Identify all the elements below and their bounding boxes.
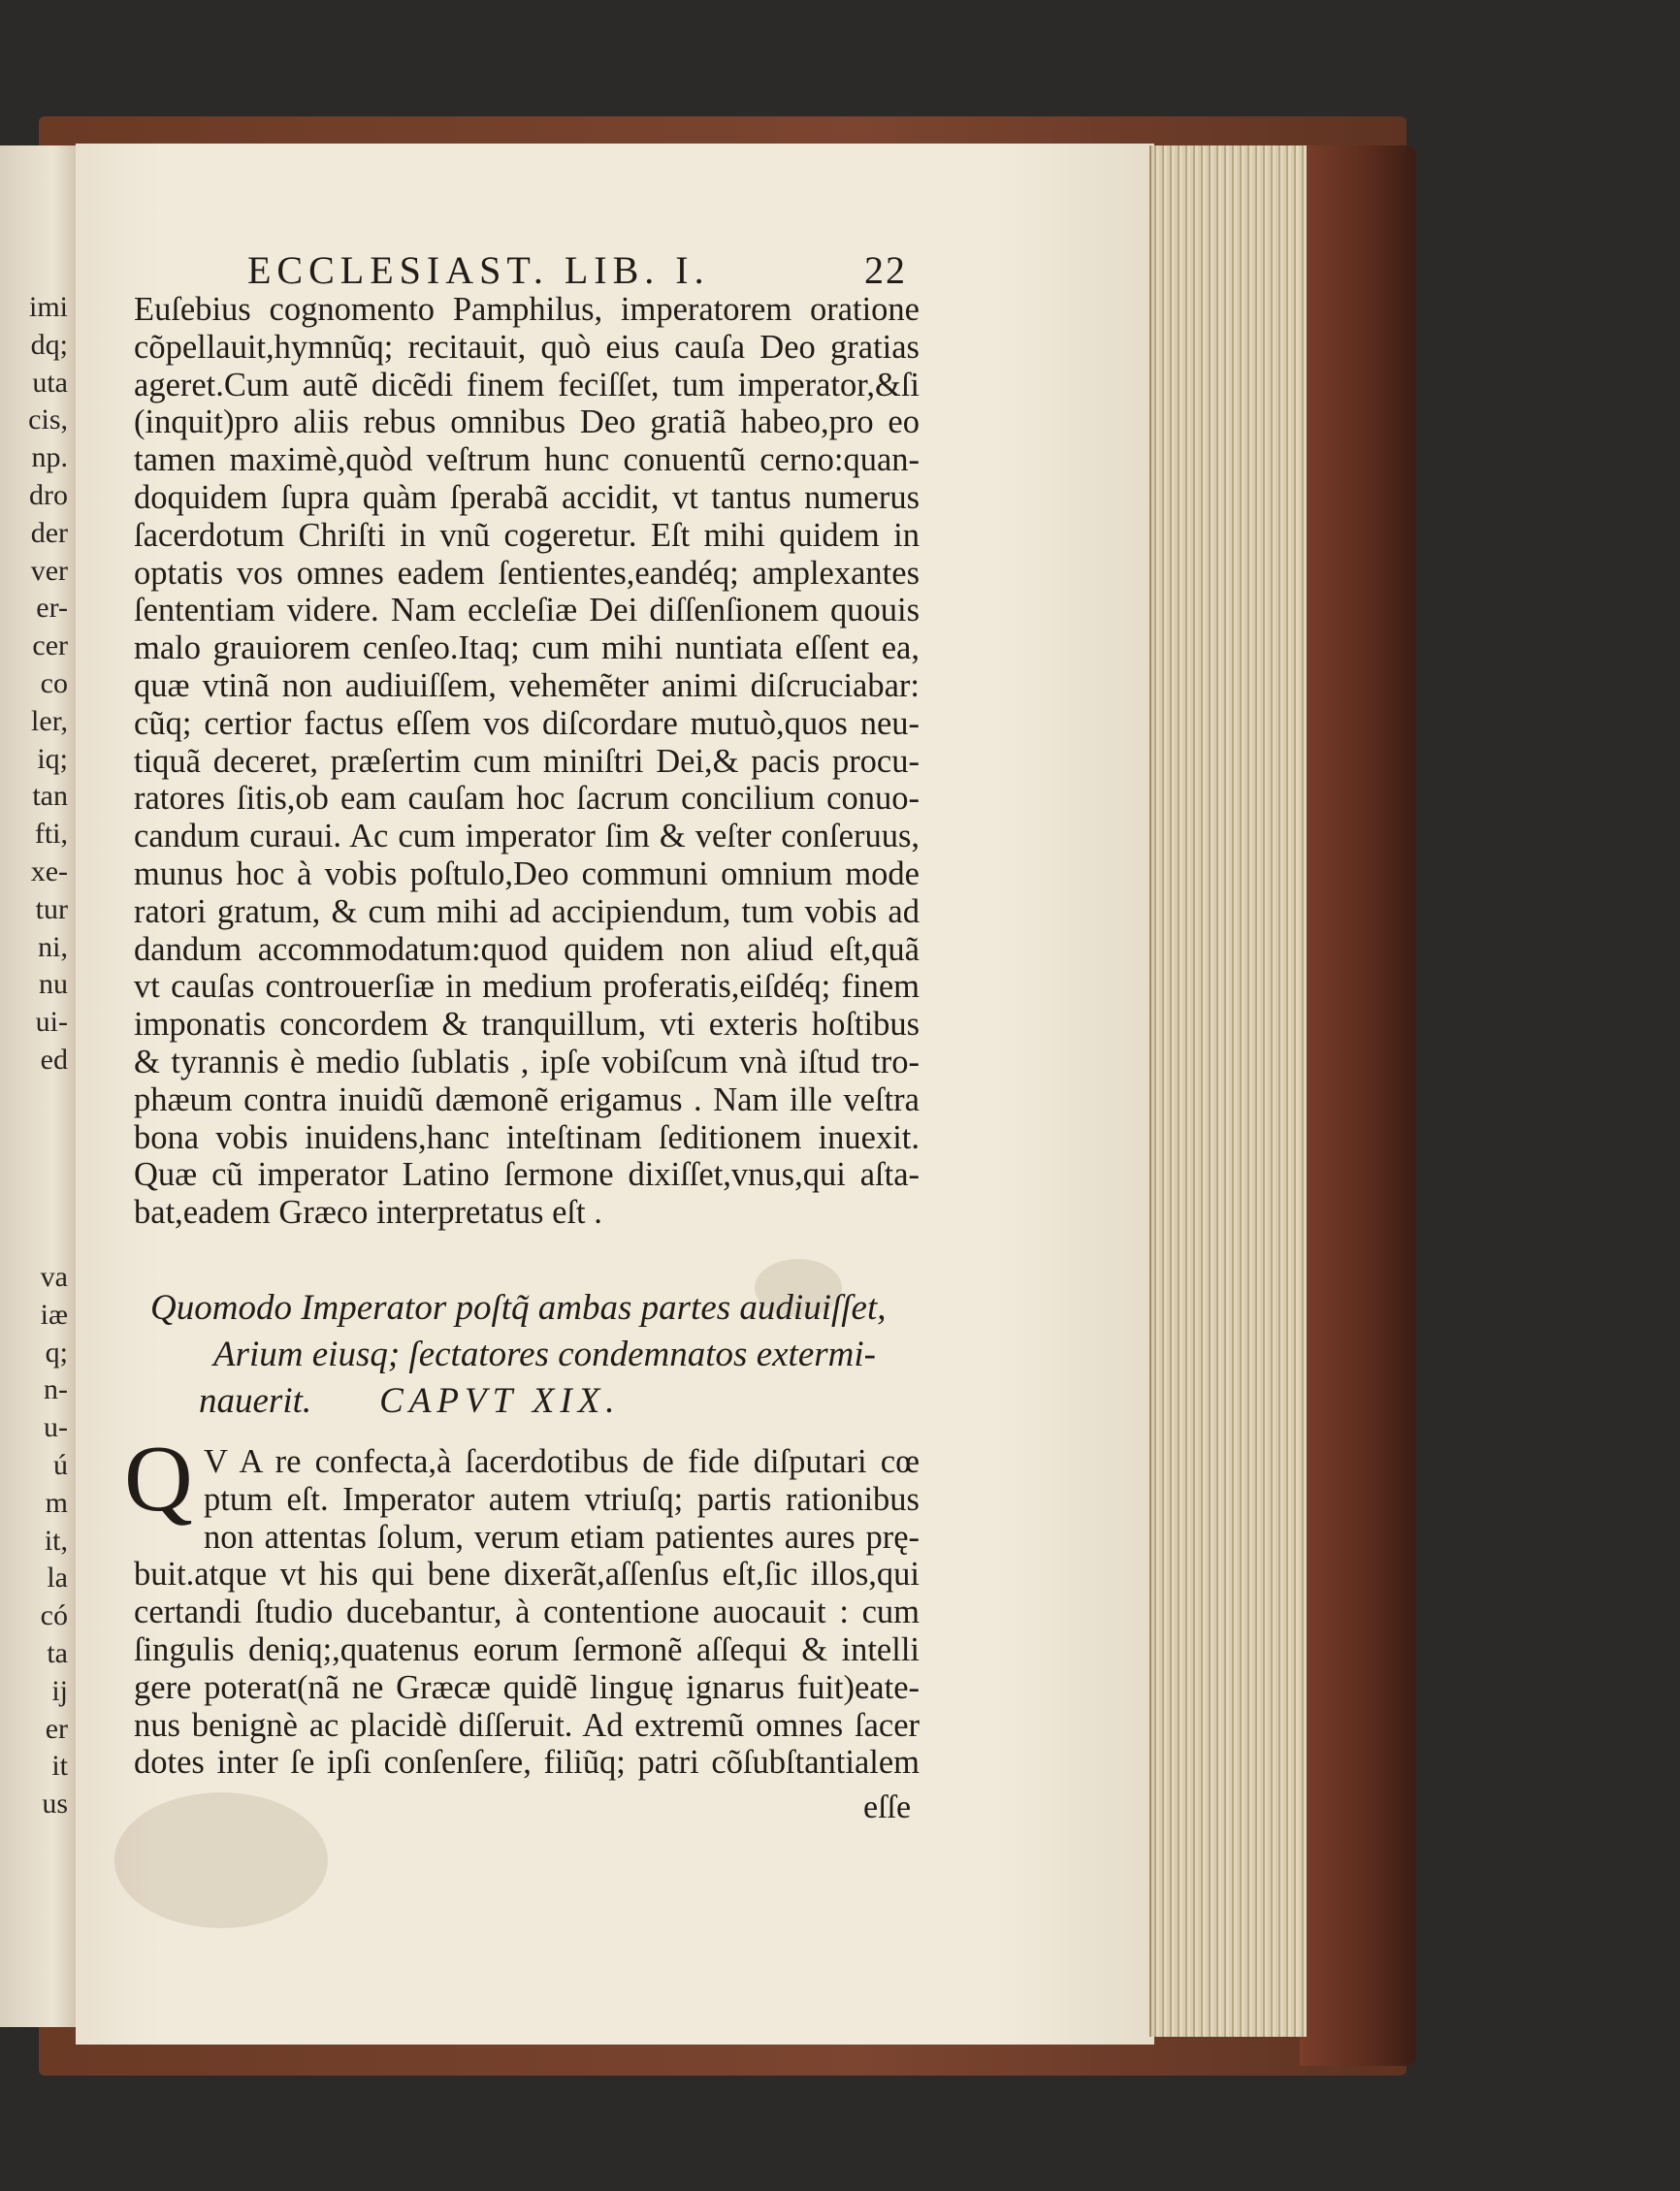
text-line: quæ vtinã non audiuiſſem, vehemẽter animi diſcruciabar: <box>134 666 920 704</box>
text-line: ratori gratum, & cum mihi ad accipiendum, tum vobis ad <box>134 892 920 930</box>
left-page-fragment: er- <box>36 592 68 625</box>
left-page-fragment: ú <box>53 1449 68 1481</box>
left-page-fragment: có <box>40 1599 68 1632</box>
text-line: non attentas ſolum, verum etiam patientes aures prę- <box>204 1518 920 1556</box>
left-page-fragment: dq; <box>30 328 68 361</box>
left-page-fragment: va <box>40 1261 68 1293</box>
page-fore-edge <box>1149 145 1307 2037</box>
page-number: 22 <box>864 248 907 292</box>
left-page-fragment: ta <box>47 1637 68 1669</box>
left-page-fragment: tan <box>32 780 68 813</box>
heading-line-3-text: nauerit. <box>199 1381 312 1421</box>
text-line: munus hoc à vobis poſtulo,Deo communi omnium mode <box>134 854 920 892</box>
chapter-heading <box>150 1285 917 1425</box>
left-page-fragment: ni, <box>38 930 68 963</box>
text-line: tiquã deceret, præſertim cum miniſtri Dei,& pacis procu- <box>134 742 920 780</box>
running-head <box>247 247 907 293</box>
text-line: ſententiam videre. Nam eccleſiæ Dei diſſenſionem quouis <box>134 592 920 629</box>
text-line: ratores ſitis,ob eam cauſam hoc ſacrum concilium conuo- <box>134 780 920 818</box>
left-page-fragment: iq; <box>37 742 68 775</box>
text-line: tamen maximè,quòd veſtrum hunc conuentũ cerno:quan- <box>134 441 920 479</box>
text-line: & tyrannis è medio ſublatis , ipſe vobiſcum vnà iſtud tro- <box>134 1043 920 1080</box>
left-page-fragment: ij <box>51 1674 68 1707</box>
text-line: nus benignè ac placidè diſſeruit. Ad extremũ omnes ſacer <box>134 1706 920 1744</box>
left-page-fragment: it, <box>44 1524 68 1557</box>
left-page-fragment: fti, <box>34 818 68 851</box>
paragraph-1 <box>134 291 920 1232</box>
text-line: cũq; certior factus eſſem vos diſcordare mutuò,quos neu- <box>134 704 920 742</box>
left-page-fragment: uta <box>32 366 68 399</box>
left-page-fragment: u- <box>44 1411 68 1444</box>
left-page-fragment: co <box>40 667 68 699</box>
left-page-fragment: imi <box>28 291 68 323</box>
text-line: Euſebius cognomento Pamphilus, imperatorem oratione <box>134 291 920 328</box>
text-line: (inquit)pro aliis rebus omnibus Deo gratiã habeo,pro eo <box>134 403 920 441</box>
left-page-strip <box>0 145 76 2027</box>
text-line: gere poterat(nã ne Græcæ quidẽ linguę ignarus fuit)eate- <box>134 1668 920 1706</box>
running-head-title: ECCLESIAST. LIB. I. <box>247 248 710 292</box>
drop-initial: Q <box>124 1427 193 1531</box>
left-page-fragment: us <box>42 1788 68 1820</box>
text-line: ſacerdotum Chriſti in vnũ cogeretur. Eſt mihi quidem in <box>134 516 920 554</box>
left-page-fragment: er <box>45 1712 68 1745</box>
text-line: ptum eſt. Imperator autem vtriuſq; partis rationibus <box>204 1480 920 1518</box>
chapter-number: CAPVT XIX. <box>379 1381 621 1421</box>
cover-board-edge <box>1300 145 1416 2066</box>
text-line: V A re confecta,à ſacerdotibus de fide diſputari cœ <box>204 1443 920 1480</box>
left-page-fragment: np. <box>31 441 68 474</box>
text-line: certandi ſtudio ducebantur, à contentione auocauit : cum <box>134 1594 920 1631</box>
left-page-fragment: tur <box>35 892 68 925</box>
text-line: buit.atque vt his qui bene dixerãt,aſſenſus eſt,ſic illos,qui <box>134 1556 920 1594</box>
text-line: dotes inter ſe ipſi conſenſere, filiũq; patri cõſubſtantialem <box>134 1744 920 1782</box>
left-page-fragment: n- <box>44 1373 68 1406</box>
left-page-fragment: nu <box>39 968 68 1001</box>
text-line: cõpellauit,hymnũq; recitauit, quò eius cauſa Deo gratias <box>134 328 920 366</box>
heading-line-3 <box>150 1378 917 1425</box>
text-line: dandum accommodatum:quod quidem non aliud eſt,quã <box>134 930 920 968</box>
text-line: malo grauiorem cenſeo.Itaq; cum mihi nuntiata eſſent ea, <box>134 629 920 667</box>
left-page-fragment: der <box>30 516 68 549</box>
left-page-fragment: cer <box>32 629 68 662</box>
heading-line-1: Quomodo Imperator poſtq̃ ambas partes audiuiſſet, <box>150 1288 887 1328</box>
paragraph-2 <box>134 1443 920 1782</box>
text-line: ſingulis deniq;,quatenus eorum ſermonẽ aſſequi & intelli <box>134 1630 920 1668</box>
left-page-fragment: dro <box>29 479 68 511</box>
left-page-fragment: la <box>47 1562 68 1595</box>
heading-line-2: Arium eiusq; ſectatores condemnatos extermi- <box>213 1335 876 1374</box>
text-line: candum curaui. Ac cum imperator ſim & veſter conſeruus, <box>134 818 920 855</box>
text-line: bona vobis inuidens,hanc inteſtinam ſeditionem inuexit. <box>134 1118 920 1156</box>
left-page-fragment: ed <box>40 1044 68 1076</box>
left-page-fragment: m <box>45 1486 68 1519</box>
left-page-fragment: ui- <box>35 1006 68 1039</box>
left-page-fragment: iæ <box>40 1298 68 1331</box>
left-page-fragment: q; <box>45 1336 68 1369</box>
paper-stain <box>114 1792 328 1928</box>
text-line: doquidem ſupra quàm ſperabã accidit, vt tantus numerus <box>134 478 920 516</box>
left-page-fragment: it <box>51 1750 68 1783</box>
text-line: bat,eadem Græco interpretatus eſt . <box>134 1194 602 1232</box>
left-page-fragment: ler, <box>31 704 68 737</box>
left-page-fragment: ver <box>30 554 68 587</box>
text-line: Quæ cũ imperator Latino ſermone dixiſſet,vnus,qui aſta- <box>134 1156 920 1194</box>
text-line: imponatis concordem & tranquillum, vti exteris hoſtibus <box>134 1006 920 1044</box>
text-line: vt cauſas controuerſiæ in medium proferatis,eiſdéq; finem <box>134 968 920 1006</box>
left-page-fragment: xe- <box>30 855 68 887</box>
catchword: eſſe <box>863 1789 912 1825</box>
left-page-fragment: cis, <box>28 403 68 436</box>
text-line: optatis vos omnes eadem ſentientes,eandéq; amplexantes <box>134 554 920 592</box>
text-line: phæum contra inuidũ dæmonẽ erigamus . Nam ille veſtra <box>134 1080 920 1118</box>
text-line: ageret.Cum autẽ dicẽdi finem feciſſet, tum imperator,&ſi <box>134 366 920 403</box>
